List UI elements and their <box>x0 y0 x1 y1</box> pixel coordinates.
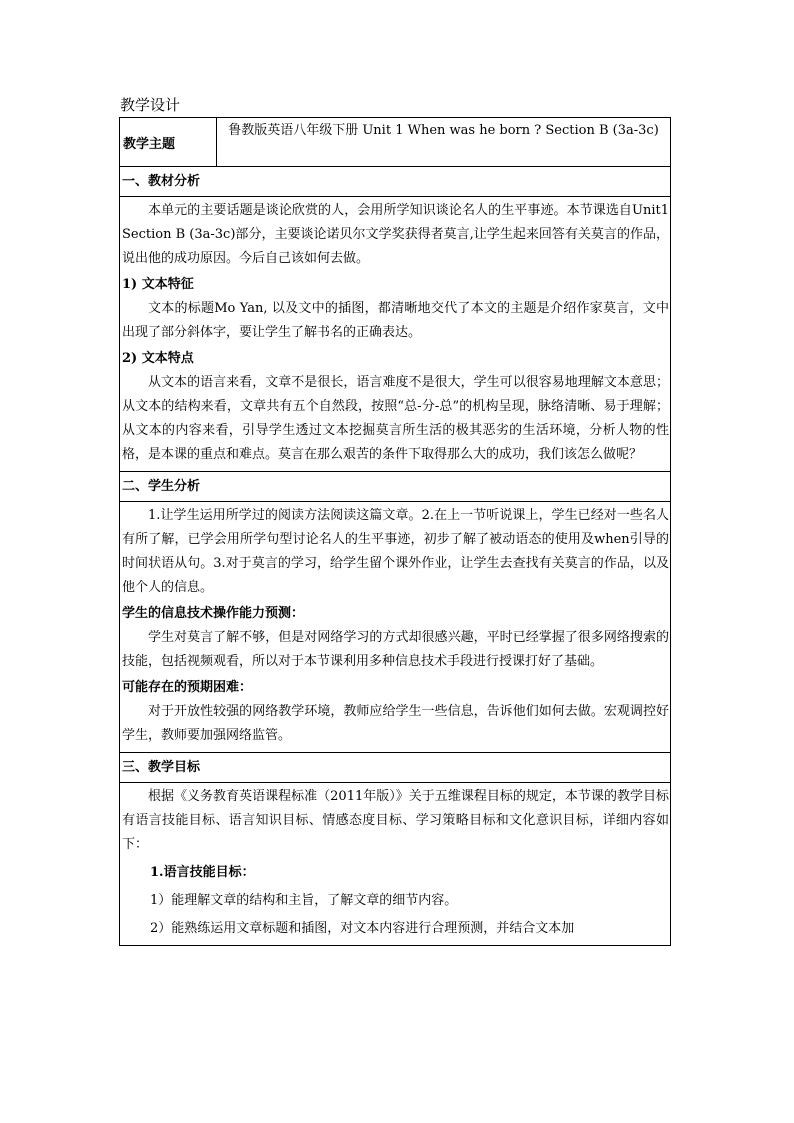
topic-label: 教学主题 <box>120 118 217 167</box>
expected-difficulties-paragraph: 对于开放性较强的网络教学环境，教师应给学生一些信息，告诉他们如何去做。宏观调控好学生，教师要加强网络监管。 <box>122 704 669 743</box>
lesson-plan-table <box>119 117 671 946</box>
section3-heading: 三、教学目标 <box>120 753 671 783</box>
section2-heading: 二、学生分析 <box>120 472 671 502</box>
section2-intro: 1.让学生运用所学过的阅读方法阅读这篇文章。2.在上一节听说课上，学生已经对一些名人有所了解，已学会用所学句型讨论名人的生平事迹，初步了解了被动语态的使用及when引导的时间状语从句。3.对于莫言的学习，给学生留个课外作业，让学生去查找有关莫言的作品，以及他个人的信息。 <box>122 508 669 595</box>
document-title: 教学设计 <box>120 96 181 114</box>
section1-intro: 本单元的主要话题是谈论欣赏的人，会用所学知识谈论名人的生平事迹。本节课选自Unit1 Section B (3a-3c)部分，主要谈论诺贝尔文学奖获得者莫言,让学生起来回答有关莫言的作品，说出他的成功原因。今后自己该如何去做。 <box>122 203 669 266</box>
section1-heading: 一、教材分析 <box>120 167 671 197</box>
section3-heading-row <box>120 753 671 783</box>
section1-body-row <box>120 197 671 472</box>
it-ability-title: 学生的信息技术操作能力预测： <box>122 606 305 621</box>
section2-body <box>120 502 671 753</box>
section3-intro: 根据《义务教育英语课程标准（2011年版）》关于五维课程目标的规定，本节课的教学目标有语言技能目标、语言知识目标、情感态度目标、学习策略目标和文化意识目标，详细内容如下： <box>122 789 669 852</box>
text-features-title: 1) 文本特征 <box>122 277 194 292</box>
text-characteristics-paragraph: 从文本的语言来看，文章不是很长，语言难度不是很大，学生可以很容易地理解文本意思；从文本的结构来看，文章共有五个自然段，按照“总-分-总”的机构呈现，脉络清晰、易于理解；从文本的内容来看，引导学生透过文本挖掘莫言所生活的极其恶劣的生活环境，分析人物的性格，是本课的重点和难点。莫言在那么艰苦的条件下取得那么大的成功，我们该怎么做呢？ <box>122 375 669 462</box>
topic-value: 鲁教版英语八年级下册 Unit 1 When was he born ? Section B (3a-3c) <box>217 118 671 167</box>
goal-item-1: 1）能理解文章的结构和主旨，了解文章的细节内容。 <box>150 893 458 908</box>
text-characteristics-title: 2) 文本特点 <box>122 351 194 366</box>
language-skill-goal-title: 1.语言技能目标： <box>150 865 255 880</box>
section2-body-row <box>120 502 671 753</box>
topic-row <box>120 118 671 167</box>
text-features-paragraph: 文本的标题Mo Yan, 以及文中的插图，都清晰地交代了本文的主题是介绍作家莫言，文中出现了部分斜体字，要让学生了解书名的正确表达。 <box>122 301 669 340</box>
section3-body <box>120 783 671 946</box>
it-ability-paragraph: 学生对莫言了解不够，但是对网络学习的方式却很感兴趣，平时已经掌握了很多网络搜索的技能，包括视频观看，所以对于本节课利用多种信息技术手段进行授课打好了基础。 <box>122 630 669 669</box>
goal-item-2: 2）能熟练运用文章标题和插图，对文本内容进行合理预测，并结合文本加 <box>150 921 575 936</box>
section1-body <box>120 197 671 472</box>
section1-heading-row <box>120 167 671 197</box>
section3-body-row <box>120 783 671 946</box>
expected-difficulties-title: 可能存在的预期困难： <box>122 680 253 695</box>
section2-heading-row <box>120 472 671 502</box>
